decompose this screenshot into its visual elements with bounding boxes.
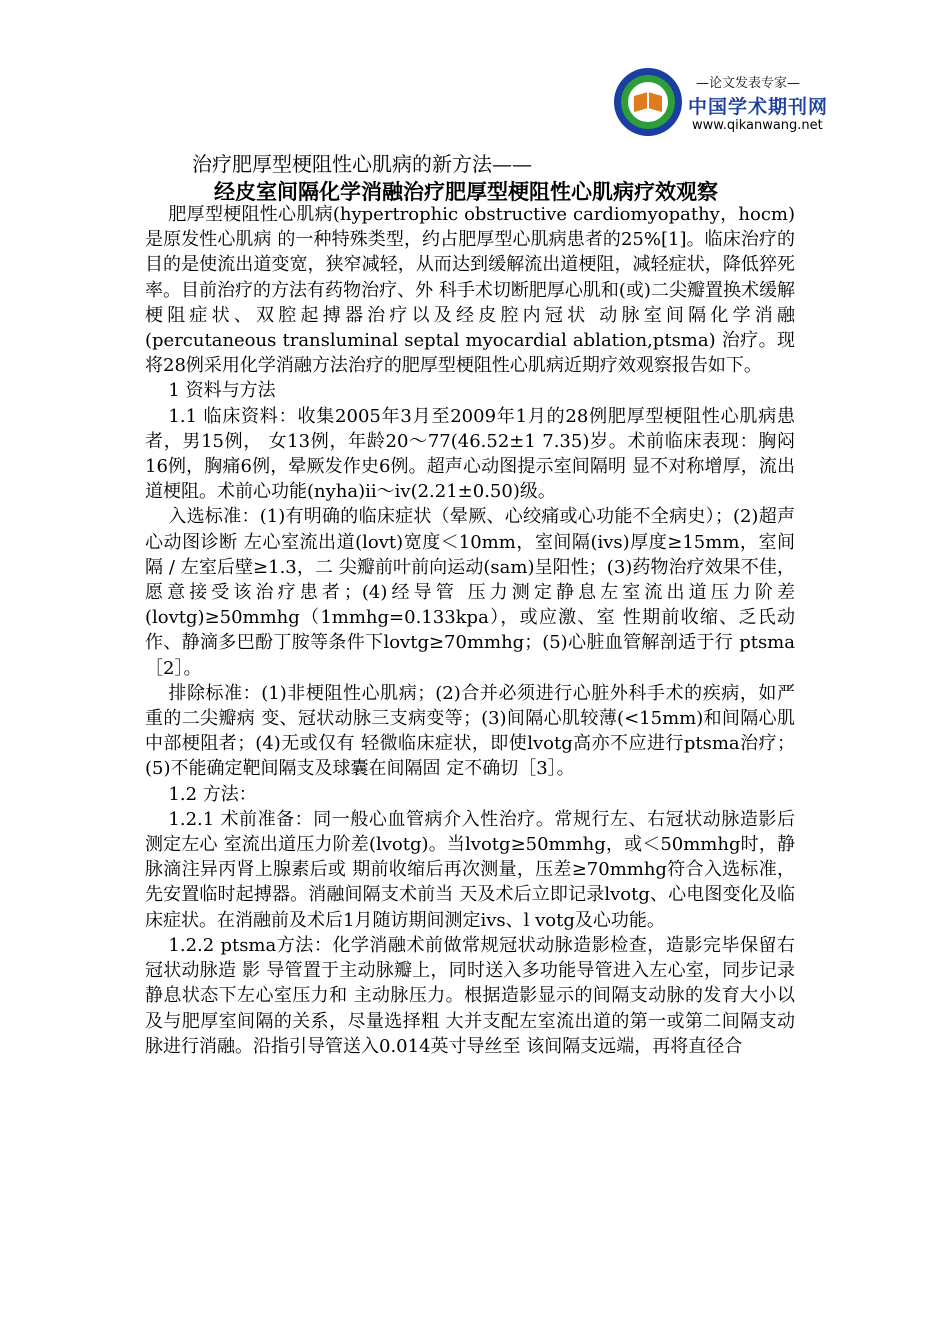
paragraph-intro: 肥厚型梗阻性心肌病(hypertrophic obstructive cardiomyopathy，hocm)是原发性心肌病 的一种特殊类型，约占肥厚型心肌病患者的25%[1]。临床治疗的目的是使流出道变宽，狭窄减轻，从而达到缓解流出道梗阻，减轻症状，降低猝死率。目前治疗的方法有药物治疗、外 科手术切断肥厚心肌和(或)二尖瓣置换术缓解梗阻症状、双腔起搏器治疗以及经皮腔内冠状 动脉室间隔化学消融(percutaneous transluminal septal myocardial ablation,ptsma) 治疗。现将28例采用化学消融方法治疗的肥厚型梗阻性心肌病近期疗效观察报告如下。 [145, 204, 795, 377]
site-logo [612, 66, 829, 156]
paragraph-clinical-data: 1.1 临床资料：收集2005年3月至2009年1月的28例肥厚型梗阻性心肌病患者，男15例， 女13例，年龄20～77(46.52±1 7.35)岁。术前临床表现：胸闷16例，胸痛6例，晕厥发作史6例。超声心动图提示室间隔明 显不对称增厚，流出道梗阻。术前心功能(nyha)ⅱ～ⅳ(2.21±0.50)级。 [145, 405, 795, 503]
logo-tagline: —论文发表专家— [695, 76, 800, 91]
paragraph-ptsma-method: 1.2.2 ptsma方法：化学消融术前做常规冠状动脉造影检查，造影完毕保留右冠状动脉造 影 导管置于主动脉瓣上，同时送入多功能导管进入左心室，同步记录静息状态下左心室压力和 主动脉压力。根据造影显示的间隔支动脉的发育大小以及与肥厚室间隔的关系，尽量选择粗 大并支配左室流出道的第一或第二间隔支动脉进行消融。沿指引导管送入0.014英寸导丝至 该间隔支远端，再将直径合 [145, 934, 795, 1057]
logo-name: 中国学术期刊网 [688, 96, 829, 118]
title-line-2: 经皮室间隔化学消融治疗肥厚型梗阻性心肌病疗效观察 [214, 179, 718, 204]
title-line-1: 治疗肥厚型梗阻性心肌病的新方法—— [192, 152, 532, 176]
paragraph-preparation: 1.2.1 术前准备：同一般心血管病介入性治疗。常规行左、右冠状动脉造影后测定左心 室流出道压力阶差(lvotg)。当lvotg≥50mmhg，或＜50mmhg时，静脉滴注异丙肾上腺素后或 期前收缩后再次测量，压差≥70mmhg符合入选标准，先安置临时起搏器。消融间隔支术前当 天及术后立即记录lvotg、心电图变化及临床症状。在消融前及术后1月随访期间测定ivs、l votg及心功能。 [145, 808, 795, 931]
logo-emblem-icon [612, 66, 684, 138]
paragraph-inclusion-criteria: 入选标准：(1)有明确的临床症状（晕厥、心绞痛或心功能不全病史）；(2)超声心动图诊断 左心室流出道(lovt)宽度＜10mm，室间隔(ivs)厚度≥15mm，室间隔 / 左室后壁≥1.3，二 尖瓣前叶前向运动(sam)呈阳性；(3)药物治疗效果不佳，愿意接受该治疗患者；(4)经导管 压力测定静息左室流出道压力阶差(lovtg)≥50mmhg（1mmhg=0.133kpa），或应激、室 性期前收缩、乏氏动作、静滴多巴酚丁胺等条件下lovtg≥70mmhg；(5)心脏血管解剖适于行 ptsma［2］。 [145, 506, 795, 679]
section-heading-1-2: 1.2 方法： [168, 783, 257, 805]
logo-url: www.qikanwang.net [692, 118, 823, 133]
article-body [145, 202, 795, 1059]
paragraph-exclusion-criteria: 排除标准：(1)非梗阻性心肌病；(2)合并必须进行心脏外科手术的疾病，如严重的二尖瓣病 变、冠状动脉三支病变等；(3)间隔心肌较薄(<15mm)和间隔心肌中部梗阻者；(4)无或仅有 轻微临床症状，即使lvotg高亦不应进行ptsma治疗；(5)不能确定靶间隔支及球囊在间隔固 定不确切［3］。 [145, 682, 795, 780]
section-heading-1: 1 资料与方法 [168, 380, 276, 402]
